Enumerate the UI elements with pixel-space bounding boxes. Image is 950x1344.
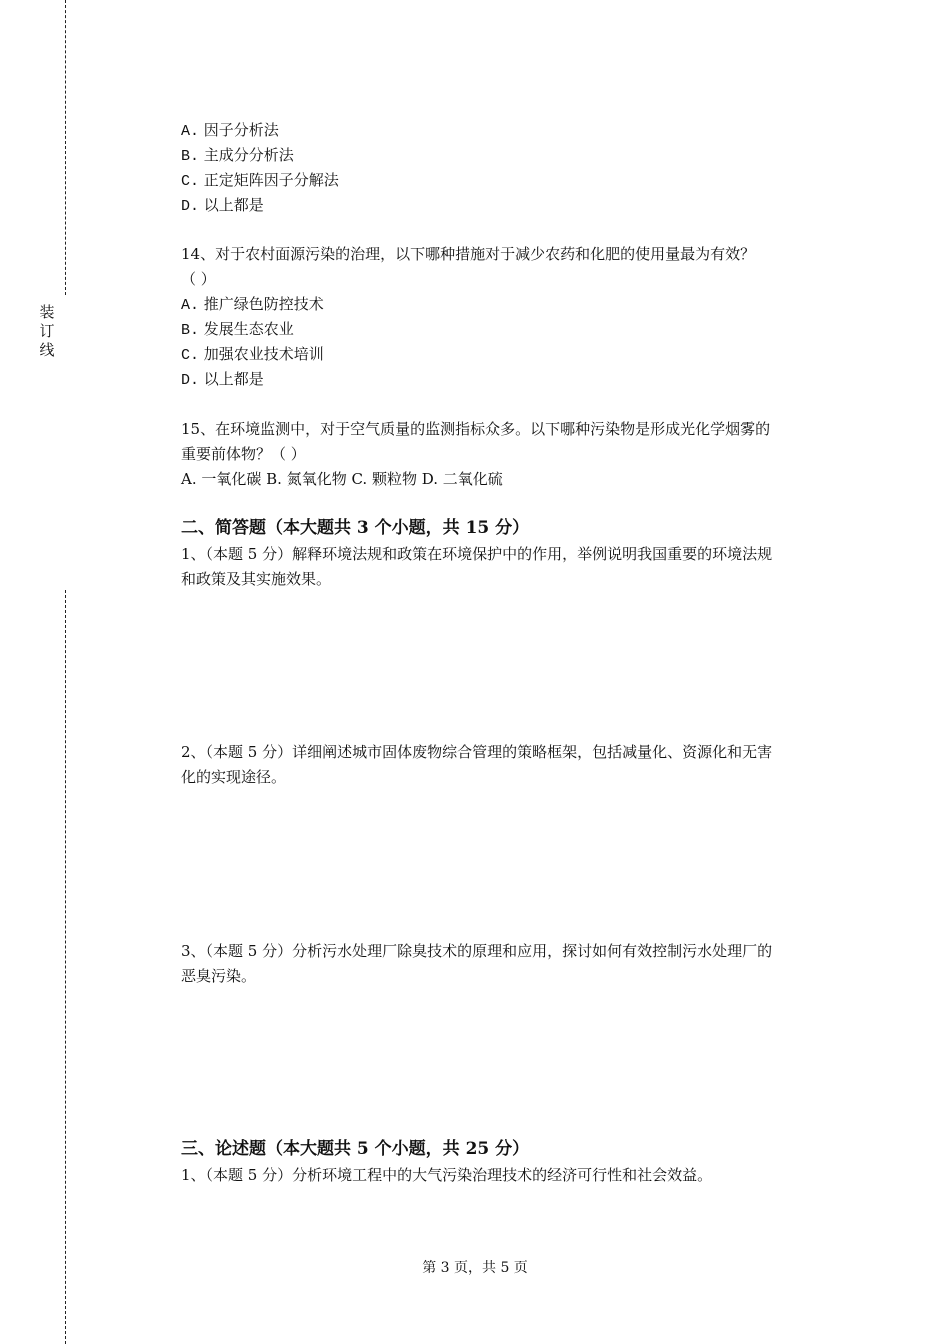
s2-q2-text: 2、（本题 5 分）详细阐述城市固体废物综合管理的策略框架，包括减量化、资源化和无害 bbox=[181, 743, 773, 761]
binding-label bbox=[38, 303, 56, 360]
binding-label-char: 装 bbox=[39, 303, 55, 321]
q13-option-d: D. 以上都是 bbox=[181, 196, 264, 215]
binding-line-top bbox=[65, 0, 66, 295]
q13-option-c: C. 正定矩阵因子分解法 bbox=[181, 171, 339, 190]
s2-q3-text-cont: 恶臭污染。 bbox=[181, 967, 257, 985]
q15-stem: 15、在环境监测中，对于空气质量的监测指标众多。以下哪种污染物是形成光化学烟雾的 bbox=[181, 420, 771, 438]
binding-line-bottom bbox=[65, 590, 66, 1344]
q13-option-b: B. 主成分分析法 bbox=[181, 146, 294, 165]
q14-option-a: A. 推广绿色防控技术 bbox=[181, 295, 324, 314]
q13-option-a: A. 因子分析法 bbox=[181, 121, 279, 140]
s3-q1-text: 1、（本题 5 分）分析环境工程中的大气污染治理技术的经济可行性和社会效益。 bbox=[181, 1166, 713, 1184]
s2-q2-text-cont: 化的实现途径。 bbox=[181, 768, 287, 786]
q14-option-b: B. 发展生态农业 bbox=[181, 320, 294, 339]
q14-stem: 14、对于农村面源污染的治理，以下哪种措施对于减少农药和化肥的使用量最为有效？ bbox=[181, 245, 756, 263]
q14-answer-blank: （ ） bbox=[181, 270, 216, 288]
q15-stem-cont: 重要前体物？（ ） bbox=[181, 445, 306, 463]
binding-label-char: 订 bbox=[39, 322, 55, 340]
s2-q1-text-cont: 和政策及其实施效果。 bbox=[181, 570, 332, 588]
q15-options: A. 一氧化碳 B. 氮氧化物 C. 颗粒物 D. 二氧化硫 bbox=[181, 470, 503, 488]
binding-label-char: 线 bbox=[39, 341, 55, 359]
section3-heading: 三、论述题（本大题共 5 个小题，共 25 分） bbox=[181, 1139, 530, 1159]
page-number: 第 3 页，共 5 页 bbox=[422, 1260, 528, 1276]
q14-option-c: C. 加强农业技术培训 bbox=[181, 345, 324, 364]
s2-q3-text: 3、（本题 5 分）分析污水处理厂除臭技术的原理和应用，探讨如何有效控制污水处理厂的 bbox=[181, 942, 773, 960]
q14-option-d: D. 以上都是 bbox=[181, 370, 264, 389]
s2-q1-text: 1、（本题 5 分）解释环境法规和政策在环境保护中的作用，举例说明我国重要的环境法规 bbox=[181, 545, 773, 563]
section2-heading: 二、简答题（本大题共 3 个小题，共 15 分） bbox=[181, 518, 530, 538]
